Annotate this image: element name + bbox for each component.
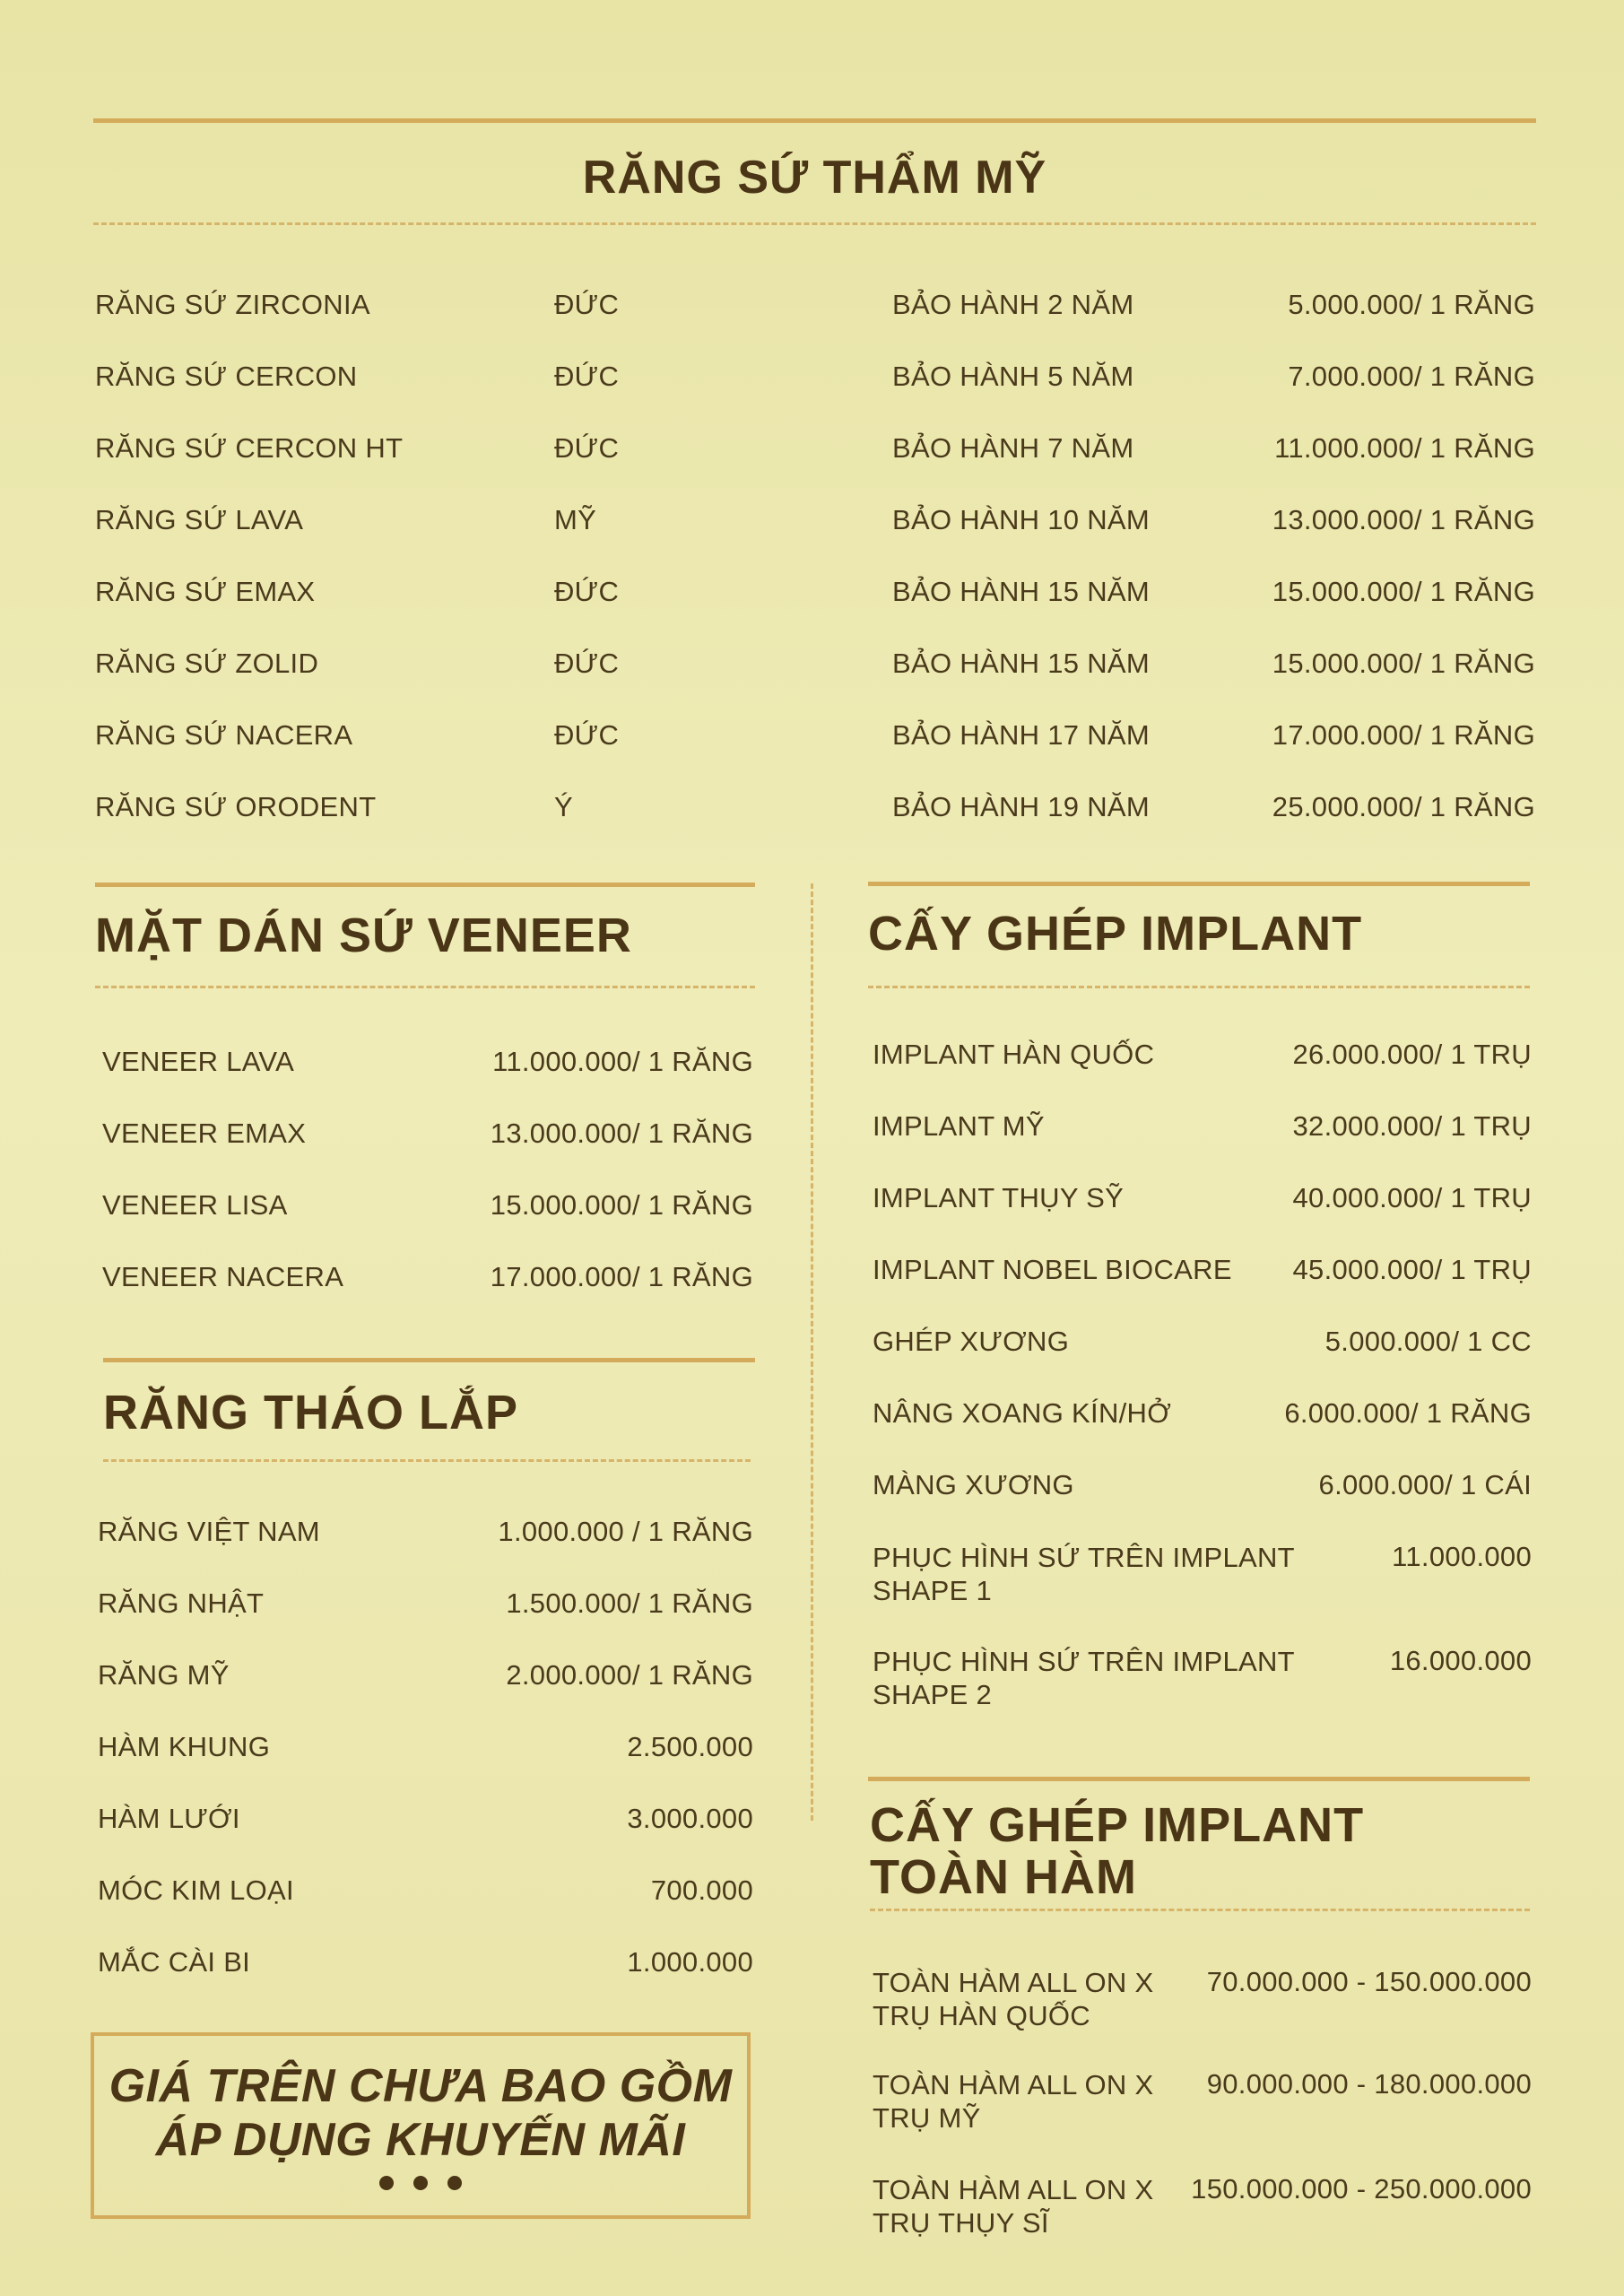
implant-item-name: IMPLANT HÀN QUỐC: [873, 1039, 1155, 1070]
removable-title: RĂNG THÁO LẮP: [103, 1386, 518, 1439]
porcelain-item-name: RĂNG SỨ ORODENT: [95, 791, 377, 822]
implant-item-name-line1: PHỤC HÌNH SỨ TRÊN IMPLANT: [873, 1646, 1295, 1677]
promo-note-box: [91, 2032, 751, 2219]
porcelain-item-price: 11.000.000/ 1 RĂNG: [1274, 432, 1535, 464]
porcelain-item-warranty: BẢO HÀNH 7 NĂM: [892, 432, 1134, 464]
implant-item-price: 32.000.000/ 1 TRỤ: [1292, 1110, 1532, 1142]
implant-item-name: NÂNG XOANG KÍN/HỞ: [873, 1397, 1172, 1429]
porcelain-item-warranty: BẢO HÀNH 5 NĂM: [892, 361, 1134, 392]
removable-item-price: 700.000: [650, 1874, 753, 1906]
removable-item-name: MẮC CÀI BI: [98, 1946, 251, 1978]
dot: [447, 2176, 462, 2190]
column-divider: [811, 883, 813, 1821]
porcelain-item-name: RĂNG SỨ EMAX: [95, 576, 316, 607]
porcelain-item-origin: ĐỨC: [554, 432, 620, 464]
veneer-item-price: 13.000.000/ 1 RĂNG: [490, 1118, 753, 1149]
top-divider: [93, 118, 1536, 123]
porcelain-item-origin: ĐỨC: [554, 719, 620, 751]
porcelain-item-warranty: BẢO HÀNH 10 NĂM: [892, 504, 1151, 535]
porcelain-item-name: RĂNG SỨ CERCON: [95, 361, 358, 392]
promo-note-line2: ÁP DỤNG KHUYẾN MÃI: [155, 2114, 686, 2166]
full-arch-item-name-line1: TOÀN HÀM ALL ON X: [873, 2174, 1154, 2205]
veneer-item-price: 15.000.000/ 1 RĂNG: [490, 1189, 753, 1221]
porcelain-item-price: 17.000.000/ 1 RĂNG: [1272, 719, 1535, 751]
removable-item-name: RĂNG MỸ: [98, 1659, 230, 1691]
veneer-item-name: VENEER LISA: [102, 1189, 288, 1221]
porcelain-item-price: 7.000.000/ 1 RĂNG: [1288, 361, 1535, 392]
implant-item-name-line2: SHAPE 1: [873, 1575, 993, 1606]
removable-item-price: 1.000.000: [627, 1946, 753, 1978]
veneer-item-price: 17.000.000/ 1 RĂNG: [490, 1261, 753, 1292]
porcelain-item-origin: ĐỨC: [554, 289, 620, 320]
dot: [413, 2176, 428, 2190]
porcelain-item-origin: ĐỨC: [554, 361, 620, 392]
ellipsis-dots: [94, 2176, 747, 2190]
full-arch-item-name-line2: TRỤ MỸ: [873, 2102, 981, 2134]
full-arch-item-price: 150.000.000 - 250.000.000: [1191, 2173, 1532, 2205]
removable-title-underline: [103, 1459, 751, 1462]
dot: [379, 2176, 394, 2190]
full-arch-item-name-line1: TOÀN HÀM ALL ON X: [873, 2069, 1154, 2100]
porcelain-title: RĂNG SỨ THẨM MỸ: [582, 152, 1047, 204]
removable-item-price: 2.500.000: [627, 1731, 753, 1762]
full-arch-title-underline: [870, 1909, 1530, 1911]
implant-item-price: 40.000.000/ 1 TRỤ: [1292, 1182, 1532, 1213]
removable-item-name: MÓC KIM LOẠI: [98, 1874, 294, 1906]
implant-title-underline: [868, 986, 1530, 988]
porcelain-item-price: 25.000.000/ 1 RĂNG: [1272, 791, 1535, 822]
removable-item-name: HÀM LƯỚI: [98, 1803, 240, 1834]
porcelain-item-price: 15.000.000/ 1 RĂNG: [1272, 576, 1535, 607]
porcelain-item-warranty: BẢO HÀNH 2 NĂM: [892, 289, 1134, 320]
porcelain-item-warranty: BẢO HÀNH 15 NĂM: [892, 576, 1151, 607]
porcelain-item-name: RĂNG SỨ ZIRCONIA: [95, 289, 370, 320]
porcelain-item-name: RĂNG SỨ CERCON HT: [95, 432, 404, 464]
implant-item-price: 6.000.000/ 1 CÁI: [1318, 1469, 1532, 1500]
full-arch-item-name-line2: TRỤ HÀN QUỐC: [873, 2000, 1090, 2031]
porcelain-title-underline: [93, 222, 1536, 225]
implant-item-price: 5.000.000/ 1 CC: [1324, 1326, 1532, 1357]
porcelain-item-origin: MỸ: [554, 504, 597, 535]
full-arch-top-line: [868, 1777, 1530, 1781]
removable-item-price: 1.500.000/ 1 RĂNG: [506, 1587, 753, 1619]
porcelain-item-price: 5.000.000/ 1 RĂNG: [1288, 289, 1535, 320]
porcelain-item-warranty: BẢO HÀNH 15 NĂM: [892, 648, 1151, 679]
removable-top-line: [103, 1358, 755, 1362]
implant-item-price: 6.000.000/ 1 RĂNG: [1284, 1397, 1532, 1429]
veneer-item-price: 11.000.000/ 1 RĂNG: [492, 1046, 753, 1077]
full-arch-item-name-line2: TRỤ THỤY SĨ: [873, 2207, 1049, 2239]
implant-item-name-line1: PHỤC HÌNH SỨ TRÊN IMPLANT: [873, 1542, 1295, 1573]
full-arch-title-line2: TOÀN HÀM: [870, 1850, 1137, 1904]
veneer-item-name: VENEER EMAX: [102, 1118, 307, 1149]
implant-item-name-line2: SHAPE 2: [873, 1679, 993, 1710]
veneer-item-name: VENEER NACERA: [102, 1261, 344, 1292]
full-arch-title-line1: CẤY GHÉP IMPLANT: [870, 1798, 1365, 1852]
removable-item-name: HÀM KHUNG: [98, 1731, 271, 1762]
removable-item-price: 2.000.000/ 1 RĂNG: [506, 1659, 753, 1691]
implant-top-line: [868, 882, 1530, 886]
porcelain-item-origin: ĐỨC: [554, 648, 620, 679]
full-arch-item-name-line1: TOÀN HÀM ALL ON X: [873, 1967, 1154, 1998]
removable-item-name: RĂNG NHẬT: [98, 1587, 265, 1619]
porcelain-item-price: 15.000.000/ 1 RĂNG: [1272, 648, 1535, 679]
porcelain-item-origin: ĐỨC: [554, 576, 620, 607]
porcelain-item-warranty: BẢO HÀNH 17 NĂM: [892, 719, 1151, 751]
full-arch-item-price: 70.000.000 - 150.000.000: [1206, 1966, 1532, 1997]
implant-title: CẤY GHÉP IMPLANT: [868, 907, 1363, 961]
implant-item-price: 16.000.000: [1389, 1645, 1532, 1676]
porcelain-item-name: RĂNG SỨ ZOLID: [95, 648, 319, 679]
porcelain-item-name: RĂNG SỨ NACERA: [95, 719, 353, 751]
porcelain-item-price: 13.000.000/ 1 RĂNG: [1272, 504, 1535, 535]
implant-item-name: IMPLANT THỤY SỸ: [873, 1182, 1125, 1213]
porcelain-item-warranty: BẢO HÀNH 19 NĂM: [892, 791, 1151, 822]
veneer-title-underline: [95, 986, 755, 988]
implant-item-price: 11.000.000: [1392, 1541, 1532, 1572]
removable-item-price: 1.000.000 / 1 RĂNG: [498, 1516, 753, 1547]
veneer-top-line: [95, 883, 755, 887]
veneer-title: MẶT DÁN SỨ VENEER: [95, 909, 632, 962]
implant-item-name: MÀNG XƯƠNG: [873, 1469, 1074, 1500]
implant-item-name: GHÉP XƯƠNG: [873, 1326, 1070, 1357]
implant-item-price: 26.000.000/ 1 TRỤ: [1292, 1039, 1532, 1070]
removable-item-name: RĂNG VIỆT NAM: [98, 1516, 320, 1547]
promo-note-line1: GIÁ TRÊN CHƯA BAO GỒM: [109, 2060, 733, 2112]
removable-item-price: 3.000.000: [627, 1803, 753, 1834]
veneer-item-name: VENEER LAVA: [102, 1046, 295, 1077]
porcelain-item-name: RĂNG SỨ LAVA: [95, 504, 304, 535]
porcelain-item-origin: Ý: [554, 791, 573, 822]
implant-item-name: IMPLANT MỸ: [873, 1110, 1045, 1142]
implant-item-price: 45.000.000/ 1 TRỤ: [1292, 1254, 1532, 1285]
full-arch-item-price: 90.000.000 - 180.000.000: [1206, 2068, 1532, 2100]
implant-item-name: IMPLANT NOBEL BIOCARE: [873, 1254, 1232, 1285]
